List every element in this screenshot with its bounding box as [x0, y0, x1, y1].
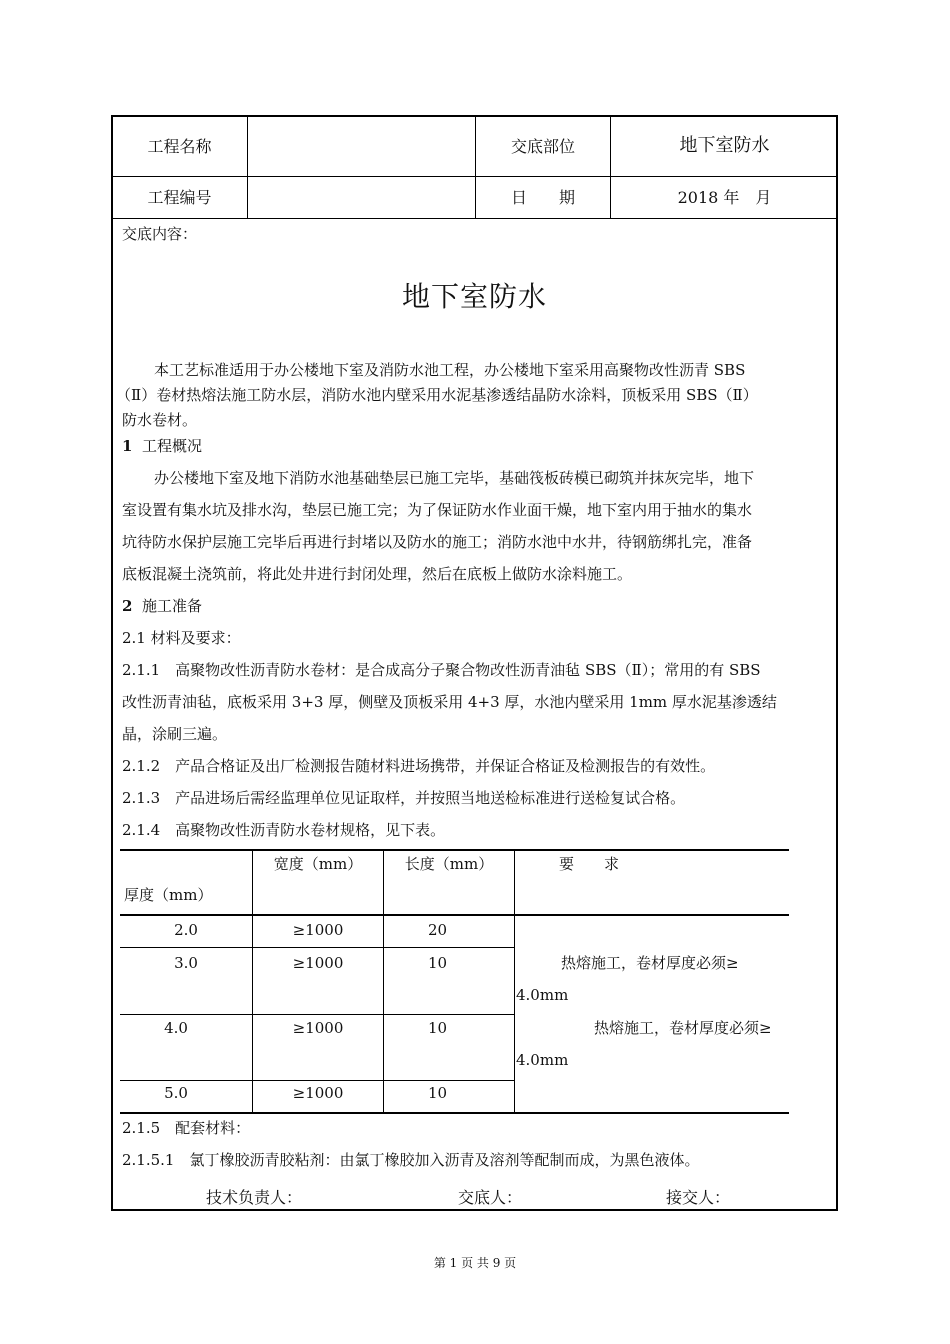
sec212-line: 2.1.2 产品合格证及出厂检测报告随材料进场携带，并保证合格证及检测报告的有效性。 [122, 757, 716, 775]
document-title: 地下室防水 [401, 280, 547, 313]
spec-header-width: 宽度（mm） [273, 855, 363, 873]
sec1-line-2: 室设置有集水坑及排水沟，垫层已施工完；为了保证防水作业面干燥，地下室内用于抽水的集水 [122, 501, 753, 519]
spec-row-3-width: ≥1000 [292, 1019, 344, 1037]
spec-row-1-thickness: 2.0 [174, 921, 198, 939]
sec214-line: 2.1.4 高聚物改性沥青防水卷材规格，见下表。 [122, 821, 446, 839]
spec-table-col-2 [383, 849, 384, 1112]
header-bottom-divider [111, 218, 838, 219]
section-1-title: 工程概况 [141, 437, 202, 455]
intro-line-1: 本工艺标准适用于办公楼地下室及消防水池工程，办公楼地下室采用高聚物改性沥青 SBS [154, 361, 746, 379]
spec-row-3-thickness: 4.0 [164, 1019, 188, 1037]
spec-row-4-thickness: 5.0 [164, 1084, 188, 1102]
page-footer: 第 1 页 共 9 页 [433, 1256, 517, 1270]
spec-row-3-length: 10 [428, 1019, 448, 1037]
section-2-title: 施工准备 [141, 597, 202, 615]
spec-row-1-length: 20 [428, 921, 448, 939]
sec1-line-3: 坑待防水保护层施工完毕后再进行封堵以及防水的施工；消防水池中水井，待钢筋绑扎完，准备 [122, 533, 753, 551]
sec211-line-2: 改性沥青油毡，底板采用 3+3 厚，侧壁及顶板采用 4+3 厚，水池内壁采用 1mm 厚水泥基渗透结 [122, 693, 777, 711]
spec-requirement-2a: 热熔施工，卷材厚度必须≥ [594, 1019, 772, 1037]
spec-header-length: 长度（mm） [404, 855, 494, 873]
project-no-label: 工程编号 [147, 188, 212, 207]
spec-row-2-thickness: 3.0 [174, 954, 198, 972]
sec1-line-4: 底板混凝土浇筑前，将此处井进行封闭处理，然后在底板上做防水涂料施工。 [122, 565, 633, 583]
spec-table-col-1 [252, 849, 253, 1112]
spec-table-row-2-bottom [120, 1014, 514, 1015]
sec215-line: 2.1.5 配套材料： [122, 1119, 251, 1137]
spec-table-row-1-bottom [120, 947, 514, 948]
sec211-line-3: 晶，涂刷三遍。 [122, 725, 228, 743]
section-2-heading [122, 599, 202, 614]
intro-line-2: （Ⅱ）卷材热熔法施工防水层，消防水池内壁采用水泥基渗透结晶防水涂料，顶板采用 SBS（Ⅱ） [116, 386, 758, 404]
sec1-line-1: 办公楼地下室及地下消防水池基础垫层已施工完毕，基础筏板砖模已砌筑并抹灰完毕，地下 [154, 469, 755, 487]
content-label: 交底内容： [122, 225, 198, 243]
sec21-line: 2.1 材料及要求： [122, 629, 241, 647]
spec-table-row-3-bottom [120, 1080, 514, 1081]
date-label: 日 期 [510, 188, 575, 207]
section-1-heading [122, 439, 202, 454]
spec-row-2-width: ≥1000 [292, 954, 344, 972]
spec-row-2-length: 10 [428, 954, 448, 972]
spec-row-1-width: ≥1000 [292, 921, 344, 939]
spec-requirement-2b: 4.0mm [516, 1051, 569, 1069]
spec-row-4-length: 10 [428, 1084, 448, 1102]
sec2151-line: 2.1.5.1 氯丁橡胶沥青胶粘剂：由氯丁橡胶加入沥青及溶剂等配制而成，为黑色液体。 [122, 1151, 700, 1169]
signature-receiver: 接交人： [666, 1188, 731, 1207]
part-value: 地下室防水 [679, 135, 770, 156]
header-col-divider-1 [247, 115, 248, 218]
spec-header-thickness: 厚度（mm） [124, 886, 213, 904]
spec-row-4-width: ≥1000 [292, 1084, 344, 1102]
part-label: 交底部位 [510, 137, 575, 156]
sec213-line: 2.1.3 产品进场后需经监理单位见证取样，并按照当地送检标准进行送检复试合格。 [122, 789, 686, 807]
sec211-line-1: 2.1.1 高聚物改性沥青防水卷材：是合成高分子聚合物改性沥青油毡 SBS（Ⅱ）；常用的有 SBS [122, 661, 761, 679]
intro-line-3: 防水卷材。 [122, 411, 198, 429]
spec-table-header-bottom [120, 914, 789, 916]
project-name-label: 工程名称 [147, 137, 212, 156]
spec-table-bottom [120, 1112, 789, 1114]
date-value: 2018 年 月 [677, 188, 772, 207]
spec-header-requirement: 要 求 [559, 855, 620, 873]
spec-requirement-1a: 热熔施工，卷材厚度必须≥ [561, 954, 739, 972]
signature-discloser: 交底人： [458, 1188, 523, 1207]
section-2-number: 2 [122, 597, 133, 615]
spec-table-col-3 [514, 849, 515, 1112]
spec-table-top [120, 849, 789, 851]
signature-tech-lead: 技术负责人： [206, 1188, 303, 1207]
spec-requirement-1b: 4.0mm [516, 986, 569, 1004]
section-1-number: 1 [122, 437, 133, 455]
